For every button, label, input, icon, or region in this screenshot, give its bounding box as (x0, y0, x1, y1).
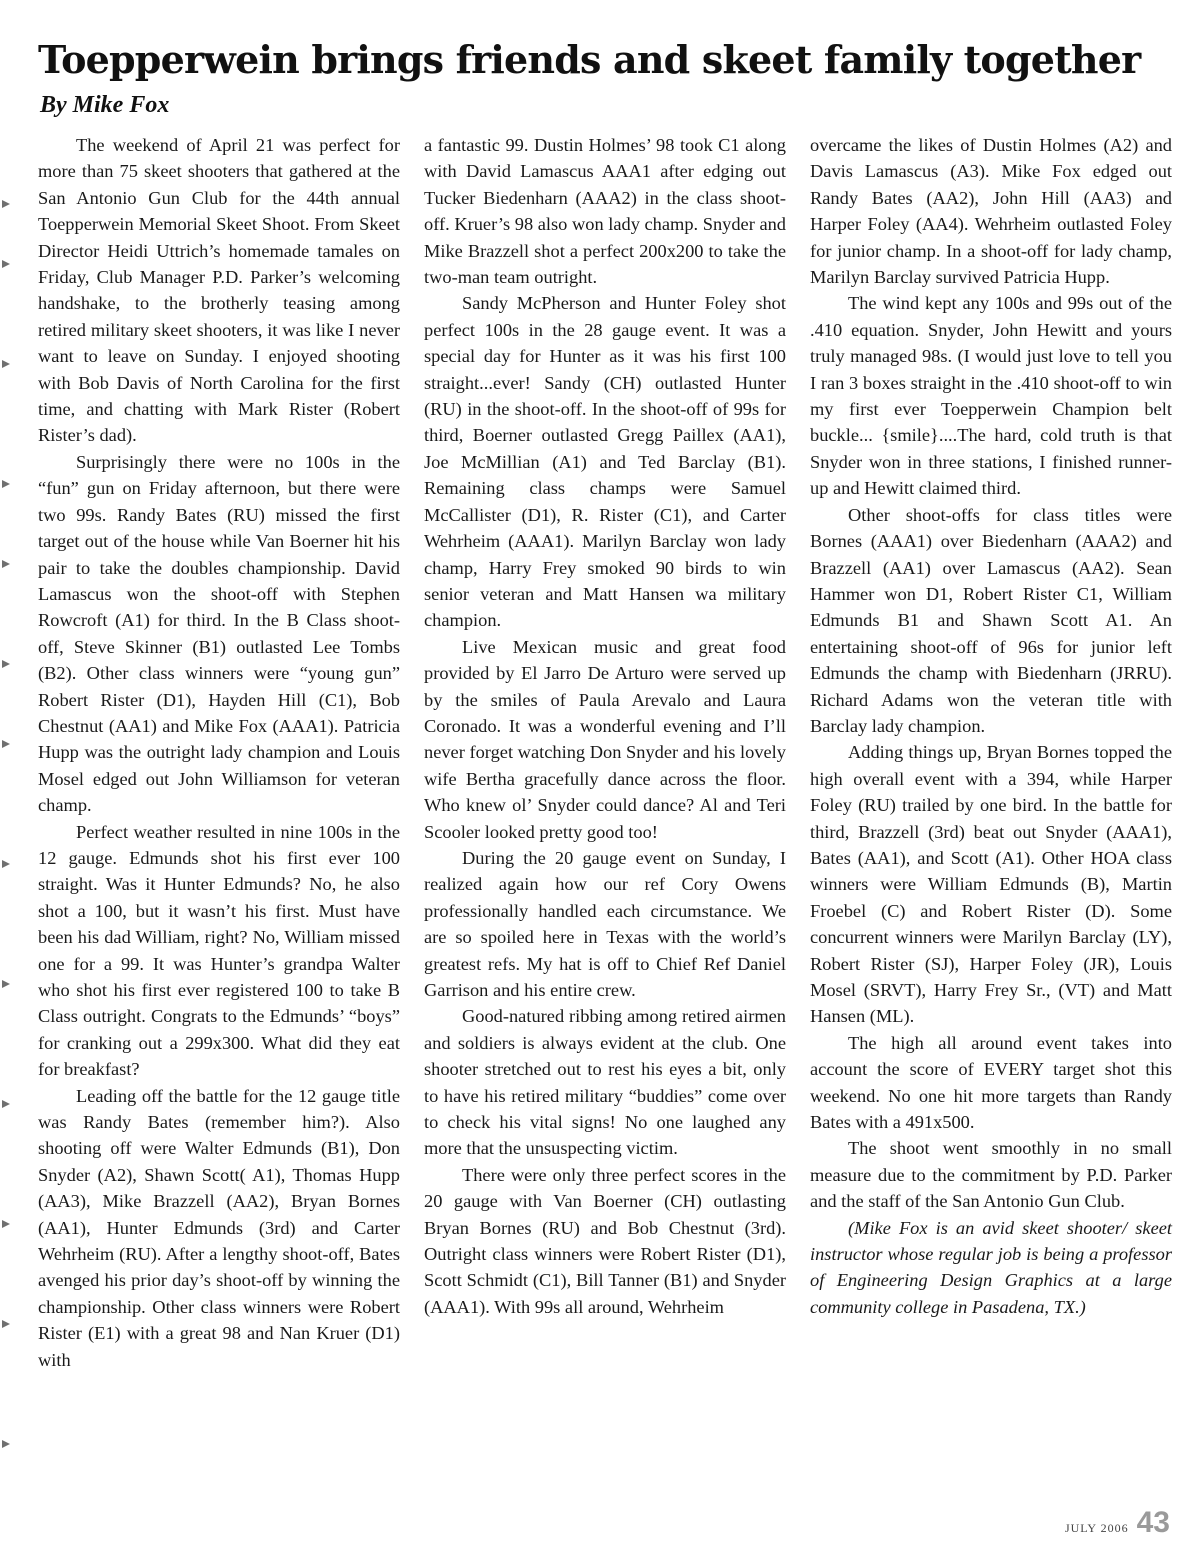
author-note: (Mike Fox is an avid skeet shooter/ skeet instructor whose regular job is being a professor of Engineering Design Graphics at a large community college in Pasadena, TX.) (810, 1217, 1172, 1317)
paragraph: There were only three perfect scores in the 20 gauge with Van Boerner (CH) outlasting Bryan Bornes (RU) and Bob Chestnut (3rd). Outright class winners were Robert Rister (D1), Scott Schmidt (C1), Bill Tanner (B1) and Snyder (AAA1). With 99s all around, Wehrheim (424, 1164, 786, 1317)
paragraph: Live Mexican music and great food provided by El Jarro De Arturo were served up by the smiles of Paula Arevalo and Laura Coronado. It was a wonderful evening and I’ll never forget watching Don Snyder and his lovely wife Bertha gracefully dance across the floor. Who knew ol’ Snyder could dance? Al and Teri Scooler looked pretty good too! (424, 636, 786, 842)
paragraph: The shoot went smoothly in no small measure due to the commitment by P.D. Parker and the staff of the San Antonio Gun Club. (810, 1138, 1172, 1212)
issue-date: JULY 2006 (1064, 1521, 1129, 1535)
paragraph: Perfect weather resulted in nine 100s in the 12 gauge. Edmunds shot his first ever 100 straight. Was it Hunter Edmunds? No, he also shot a 100, but it wasn’t his first. Must have been his dad William, right? No, William missed one for a 99. It was Hunter’s grandpa Walter who shot his first ever registered 100 to take B Class outright. Congrats to the Edmunds’ “boys” for cranking out a 299x300. What did they eat for breakfast? (38, 821, 400, 1080)
paragraph: During the 20 gauge event on Sunday, I realized again how our ref Cory Owens professionally handled each circumstance. We are so spoiled here in Texas with the world’s greatest refs. My hat is off to Chief Ref Daniel Garrison and his entire crew. (424, 847, 786, 1000)
paragraph: Leading off the battle for the 12 gauge title was Randy Bates (remember him?). Also shooting off were Walter Edmunds (B1), Don Snyder (A2), Shawn Scott( A1), Thomas Hupp (AA3), Mike Brazzell (AA2), Bryan Bornes (AA1), Hunter Edmunds (3rd) and Carter Wehrheim (RU). After a lengthy shoot-off, Bates avenged his prior day’s shoot-off by winning the championship. Other class winners were Robert Rister (E1) with a great 98 and Nan Kruer (D1) with (38, 1085, 400, 1370)
article-body (38, 132, 1174, 1487)
paragraph: Sandy McPherson and Hunter Foley shot perfect 100s in the 28 gauge event. It was a special day for Hunter as it was his first 100 straight...ever! Sandy (CH) outlasted Hunter (RU) in the shoot-off. In the shoot-off of 99s for third, Boerner outlasted Gregg Paillex (AA1), Joe McMillian (A1) and Ted Barclay (B1). Remaining class champs were Samuel McCallister (D1), R. Rister (C1), and Carter Wehrheim (AAA1). Marilyn Barclay won lady champ, Harry Frey smoked 90 birds to win senior veteran and Matt Hansen wa military champion. (424, 293, 786, 631)
paragraph: Adding things up, Bryan Bornes topped the high overall event with a 394, while Harper Foley (RU) trailed by one bird. In the battle for third, Brazzell (3rd) beat out Snyder (AAA1), Bates (AA1), and Scott (A1). Other HOA class winners were William Edmunds (B), Martin Froebel (C) and Robert Rister (D). Some concurrent winners were Marilyn Barclay (LY), Robert Rister (SJ), Harper Foley (JR), Louis Mosel (SRVT), Harry Frey Sr., (VT) and Matt Hansen (ML). (810, 742, 1172, 1027)
paragraph: The weekend of April 21 was perfect for more than 75 skeet shooters that gathered at the San Antonio Gun Club for the 44th annual Toepperwein Memorial Skeet Shoot. From Skeet Director Heidi Uttrich’s homemade tamales on Friday, Club Manager P.D. Parker’s welcoming handshake, to the brotherly teasing among retired military skeet shooters, it was like I never want to leave on Sunday. I enjoyed shooting with Bob Davis of North Carolina for the first time, and chatting with Mark Rister (Robert Rister’s dad). (38, 135, 400, 446)
paragraph-continued: overcame the likes of Dustin Holmes (A2) and Davis Lamascus (A3). Mike Fox edged out Randy Bates (AA2), John Hill (AA3) and Harper Foley (AA4). Wehrheim outlasted Foley for junior champ. In a shoot-off for lady champ, Marilyn Barclay survived Patricia Hupp. (810, 135, 1172, 288)
paragraph: The high all around event takes into account the score of EVERY target shot this weekend. No one hit more targets than Randy Bates with a 491x500. (810, 1032, 1172, 1133)
margin-scan-marks (2, 140, 16, 1460)
paragraph: Other shoot-offs for class titles were Bornes (AAA1) over Biedenharn (AAA2) and Brazzell (AA1) over Lamascus (AA2). Sean Hammer won D1, Robert Rister C1, William Edmunds B1 and Shawn Scott A1. An entertaining shoot-off of 96s for junior left Edmunds the champ with Biedenharn (JRRU). Richard Adams won the veteran title with Barclay lady champion. (810, 504, 1172, 736)
page-footer (1065, 1506, 1170, 1540)
paragraph: Good-natured ribbing among retired airmen and soldiers is always evident at the club. One shooter stretched out to rest his eyes a bit, only to have his retired military “buddies” come over to check his vital signs! No one laughed any more that the unsuspecting victim. (424, 1006, 786, 1159)
column-2 (424, 132, 786, 1487)
column-1 (38, 132, 400, 1487)
page-number: 43 (1136, 1506, 1170, 1539)
column-3 (810, 132, 1172, 1487)
paragraph-continued: a fantastic 99. Dustin Holmes’ 98 took C1 along with David Lamascus AAA1 after edging out Tucker Biedenharn (AAA2) in the class shoot-off. Kruer’s 98 also won lady champ. Snyder and Mike Brazzell shot a perfect 200x200 to take the two-man team outright. (424, 135, 786, 288)
paragraph: Surprisingly there were no 100s in the “fun” gun on Friday afternoon, but there were two 99s. Randy Bates (RU) missed the first target out of the house while Van Boerner hit his pair to take the doubles championship. David Lamascus won the shoot-off with Stephen Rowcroft (A1) for third. In the B Class shoot-off, Steve Skinner (B1) outlasted Lee Tombs (B2). Other class winners were “young gun” Robert Rister (D1), Hayden Hill (C1), Bob Chestnut (AA1) and Mike Fox (AAA1). Patricia Hupp was the outright lady champion and Louis Mosel edged out John Williamson for veteran champ. (38, 451, 400, 816)
article-byline: By Mike Fox (40, 92, 170, 118)
article-headline: Toepperwein brings friends and skeet family together (38, 37, 1141, 82)
paragraph: The wind kept any 100s and 99s out of the .410 equation. Snyder, John Hewitt and yours truly managed 98s. (I would just love to tell you I ran 3 boxes straight in the .410 shoot-off to win my first ever Toepperwein Champion belt buckle... {smile}....The hard, cold truth is that Snyder won in three stations, I finished runner-up and Hewitt claimed third. (810, 293, 1172, 499)
